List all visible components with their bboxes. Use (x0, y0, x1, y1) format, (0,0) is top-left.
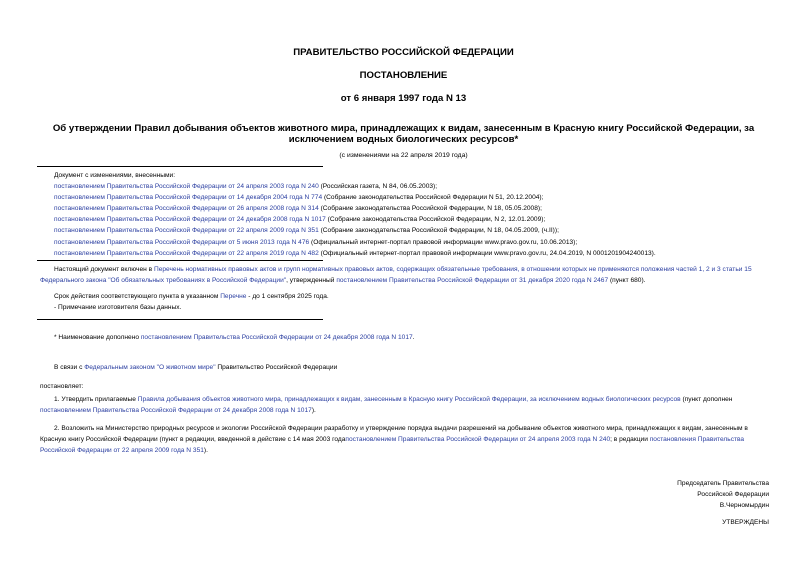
db-note: - Примечание изготовителя базы данных. (54, 304, 182, 311)
change-link[interactable]: постановлением Правительства Российской Федерации от 22 апреля 2009 года N 351 (54, 227, 319, 235)
basis-text: В связи с (54, 364, 85, 371)
notice-text: Срок действия соответствующего пункта в указанном (54, 293, 221, 300)
changes-block (54, 170, 774, 259)
change-item (54, 225, 774, 236)
footnote-link[interactable]: постановлением Правительства Российской Федерации от 24 декабря 2008 года N 1017 (140, 334, 413, 341)
notice-text: - до 1 сентября 2025 года. (246, 293, 329, 300)
item-text: ). (311, 407, 316, 415)
change-item (54, 214, 774, 225)
item-2 (40, 423, 768, 456)
notice-term (54, 291, 774, 302)
resolution-1017-link[interactable]: постановлением Правительства Российской Федерации от 24 декабря 2008 года N 1017 (40, 407, 312, 415)
approved-label: УТВЕРЖДЕНЫ (722, 519, 769, 526)
change-item (54, 181, 774, 192)
as-of-note: (с изменениями на 22 апреля 2019 года) (339, 152, 468, 159)
divider (37, 166, 323, 167)
resolution-240-link[interactable]: постановлением Правительства Российской Федерации от 24 апреля 2003 года N 240 (345, 436, 611, 444)
signature-line-1: Председатель Правительства (677, 480, 769, 487)
change-tail: (Собрание законодательства Российской Федерации, N 2, 12.01.2009); (325, 216, 546, 224)
notice-text: (пункт 680). (608, 277, 646, 285)
notice-text: Настоящий документ включен в (54, 266, 154, 273)
document-title: Об утверждении Правил добывания объектов животного мира, принадлежащих к видам, занесенным в Красную книгу Российской Федерации, за исключением водных биологических ресурсов* (52, 123, 755, 145)
rules-link[interactable]: Правила добывания объектов животного мира, принадлежащих к видам, занесенным в Красную книгу Российской Федерации, за исключением водных биологических ресурсов (137, 396, 681, 403)
change-item (54, 237, 774, 248)
signature-block (677, 478, 769, 511)
item-text: (пункт дополнен (680, 396, 733, 403)
item-text: ). (203, 447, 208, 455)
change-link[interactable]: постановлением Правительства Российской Федерации от 26 апреля 2008 года N 314 (54, 205, 319, 213)
federal-law-link[interactable]: Федеральным законом "О животном мире" (84, 364, 216, 371)
change-link[interactable]: постановлением Правительства Российской Федерации от 24 декабря 2008 года N 1017 (54, 216, 326, 224)
resolution-2467-link[interactable]: постановлением Правительства Российской Федерации от 31 декабря 2020 года N 2467 (336, 277, 609, 285)
perechen-link[interactable]: Перечень нормативных правовых актов и групп нормативных правовых актов, содержащих обязательные требования, в отношении которых не применяются положения частей 1, 2 и 3 статьи 15 Федерального закона "Об обязательных требованиях в Российской Федерации" (40, 266, 752, 285)
change-item (54, 192, 774, 203)
change-link[interactable]: постановлением Правительства Российской Федерации от 24 апреля 2003 года N 240 (54, 183, 319, 191)
item-1 (40, 394, 768, 416)
date-number-heading: от 6 января 1997 года N 13 (340, 93, 467, 104)
item-text: 2. Возложить на Министерство природных ресурсов и экологии Российской Федерации разработку и утверждение порядка выдачи разрешений на добывание объектов животного мира, принадлежащих к видам, занесенным в Красную книгу Российской Федерации (пункт в редакции, введенной в действие с 14 мая 2003 года (40, 425, 748, 444)
change-tail: (Собрание законодательства Российской Федерации, N 18, 04.05.2009, (ч.II)); (318, 227, 559, 235)
change-tail: (Собрание законодательства Российской Федерации N 51, 20.12.2004); (322, 194, 544, 202)
change-tail: (Российская газета, N 84, 06.05.2003); (318, 183, 438, 191)
resolution-351-link[interactable]: постановления Правительства Российской Федерации от 22 апреля 2009 года N 351 (40, 436, 745, 455)
divider (37, 319, 323, 320)
change-tail: (Собрание законодательства Российской Федерации, N 18, 05.05.2008); (318, 205, 542, 213)
item-text: 1. Утвердить прилагаемые (54, 396, 138, 403)
basis-text: Правительство Российской Федерации (215, 364, 338, 371)
footnote-text: . (412, 334, 415, 341)
notice-paragraph (40, 264, 768, 286)
change-link[interactable]: постановлением Правительства Российской Федерации от 22 апреля 2019 года N 482 (54, 249, 319, 257)
change-tail: (Официальный интернет-портал правовой информации www.pravo.gov.ru, 24.04.2019, N 0001201904240013). (318, 249, 656, 257)
government-heading: ПРАВИТЕЛЬСТВО РОССИЙСКОЙ ФЕДЕРАЦИИ (293, 47, 514, 58)
change-item (54, 203, 774, 214)
footnote-text: * Наименование дополнено (54, 334, 141, 341)
change-link[interactable]: постановлением Правительства Российской Федерации от 5 июня 2013 года N 476 (54, 238, 310, 246)
item-text: ; в редакции (610, 436, 650, 444)
divider (37, 260, 323, 261)
doc-type-heading: ПОСТАНОВЛЕНИЕ (359, 70, 448, 81)
change-tail: (Официальный интернет-портал правовой информации www.pravo.gov.ru, 10.06.2013); (309, 238, 578, 246)
signature-name: В.Черномырдин (719, 502, 769, 510)
change-item (54, 248, 774, 259)
signature-line-2: Российской Федерации (697, 491, 769, 499)
footnote (54, 332, 774, 343)
basis-paragraph (54, 362, 774, 373)
perechen-short-link[interactable]: Перечне (220, 293, 247, 300)
changes-intro: Документ с изменениями, внесенными: (54, 172, 176, 179)
notice-text: , утвержденный (286, 277, 337, 285)
change-link[interactable]: постановлением Правительства Российской Федерации от 14 декабря 2004 года N 774 (54, 194, 323, 202)
decides-line: постановляет: (40, 383, 84, 390)
